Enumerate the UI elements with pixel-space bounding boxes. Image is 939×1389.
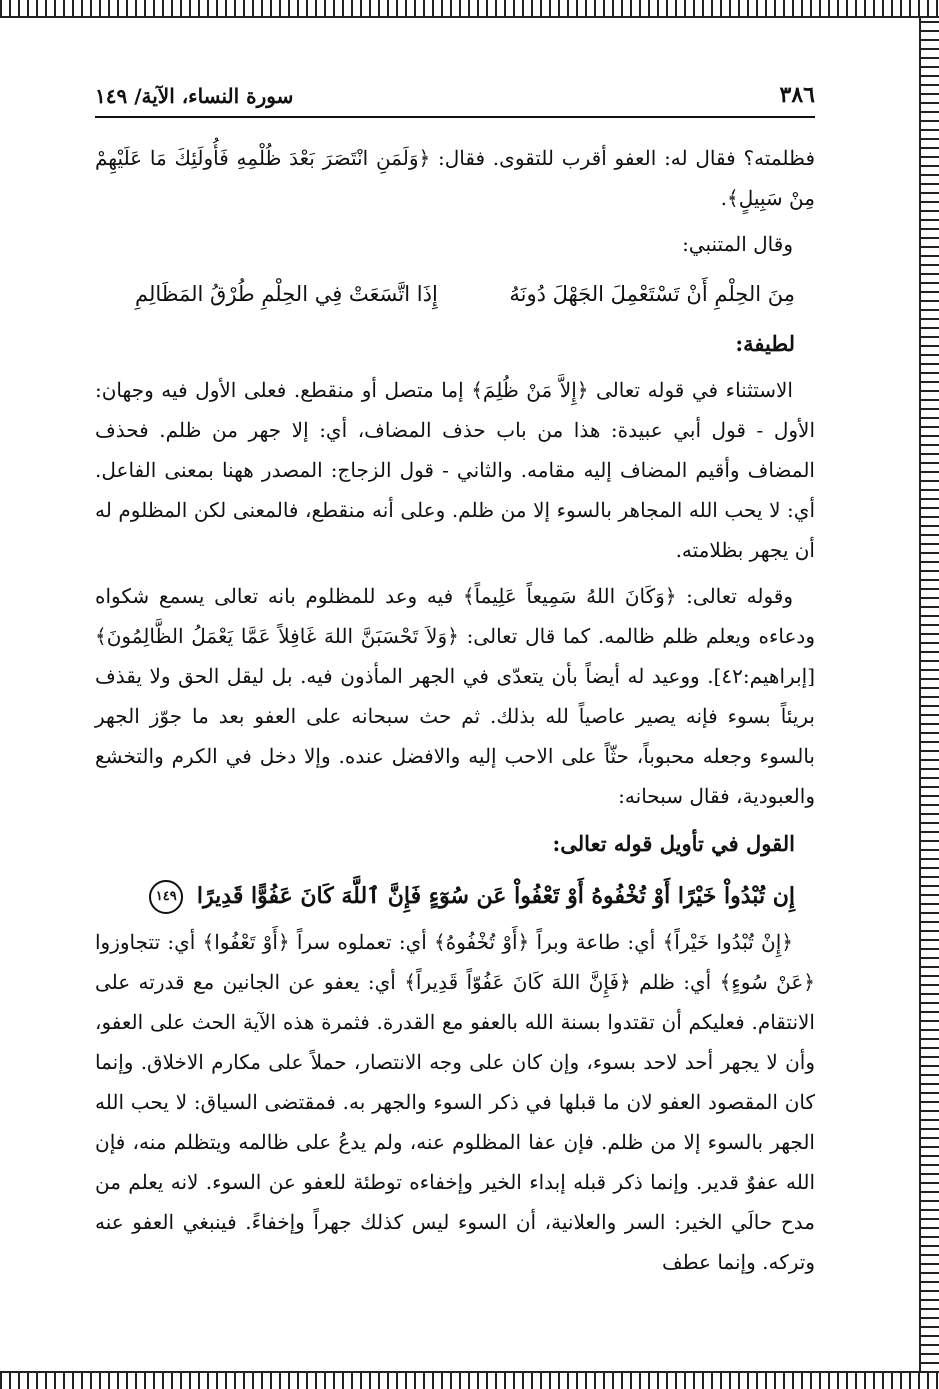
book-page <box>95 70 815 1320</box>
paragraph: ﴿إِنْ تُبْدُوا خَيْراً﴾ أي: طاعة وبراً ﴿أَوْ تُخْفُوهُ﴾ أي: تعملوه سراً ﴿أَوْ تَعْفُوا﴾ أي: تتجاوزوا ﴿عَنْ سُوءٍ﴾ أي: ظلم ﴿فَإِنَّ اللهَ كَانَ عَفُوّاً قَدِيراً﴾ أي: يعفو عن الجانين مع قدرته على الانتقام. فعليكم أن تقتدوا بسنة الله بالعفو مع القدرة. فثمرة هذه الآية الحث على العفو، وأن لا يجهر أحد لاحد بسوء، وإن كان على وجه الانتصار، حملاً على مكارم الاخلاق. وإنما كان المقصود العفو لان ما قبلها في ذكر السوء والجهر به. فمقتضى السياق: لا يحب الله الجهر بالسوء إلا من ظلم. فإن عفا المظلوم عنه، ولم يدعُ على ظالمه ويتظلم منه، فإن الله عفوٌ قدير. وإنما ذكر قبله إبداء الخير وإخفاءه توطئة للعفو عن السوء. لانه يعلم من مدح حالَي الخير: السر والعلانية، أن السوء ليس كذلك جهراً وإخفاءً. فينبغي العفو عنه وتركه. وإنما عطف <box>95 930 815 1274</box>
paragraph: فظلمته؟ فقال له: العفو أقرب للتقوى. فقال: ﴿وَلَمَنِ انْتَصَرَ بَعْدَ ظُلْمِهِ فَأُولَئِكَ مَا عَلَيْهِمْ مِنْ سَبِيلٍ﴾. <box>95 146 816 210</box>
paragraph: وقال المتنبي: <box>682 232 793 256</box>
page-body <box>95 138 815 1282</box>
section-heading: لطيفة: <box>735 331 795 356</box>
poem-hemistich-first: مِنَ الحِلْمِ أَنْ تَسْتَعْمِلَ الجَهْلَ دُونَهُ <box>509 282 795 306</box>
verse-text: إِن تُبْدُواْ خَيْرًا أَوْ تُخْفُوهُ أَوْ تَعْفُواْ عَن سُوٓءٍ فَإِنَّ ٱللَّهَ كَانَ عَفُوًّا قَدِيرًا <box>196 883 795 909</box>
section-heading: القول في تأويل قوله تعالى: <box>552 831 795 856</box>
decorative-border-top <box>0 0 939 18</box>
paragraph: الاستثناء في قوله تعالى ﴿إِلاَّ مَنْ ظُلِمَ﴾ إما متصل أو منقطع. فعلى الأول فيه وجهان: الأول - قول أبي عبيدة: هذا من باب حذف المضاف، أي: إلا جهر من ظلم. فحذف المضاف وأقيم المضاف إليه مقامه. والثاني - قول الزجاج: المصدر ههنا بمعنى الفاعل. أي: لا يحب الله المجاهر بالسوء إلا من ظلم. وعلى أنه منقطع، فالمعنى لكن المظلوم له أن يجهر بظلامته. <box>95 378 815 562</box>
verse-number-marker: ١٤٩ <box>149 880 183 914</box>
poem-hemistich-second: إِذَا اتَّسَعَتْ فِي الحِلْمِ طُرْقُ المَظَالِمِ <box>135 282 438 306</box>
poem-verse <box>95 270 815 318</box>
page-number: ٣٨٦ <box>779 82 815 108</box>
surah-title: سورة النساء، الآية/ ١٤٩ <box>95 84 294 108</box>
quran-verse <box>95 870 815 922</box>
page-header <box>95 70 815 118</box>
paragraph: وقوله تعالى: ﴿وَكَانَ اللهُ سَمِيعاً عَلِيماً﴾ فيه وعد للمظلوم بانه تعالى يسمع شكواه ودعاءه ويعلم ظلم ظالمه. كما قال تعالى: ﴿وَلاَ تَحْسَبَنَّ اللهَ غَافِلاً عَمَّا يَعْمَلُ الظَّالِمُونَ﴾ [إبراهيم:٤٢]. ووعيد له أيضاً بأن يتعدّى في الجهر المأذون فيه. بل ليقل الحق ولا يقذف بريئاً بسوء فإنه يصير عاصياً لله بذلك. ثم حث سبحانه على العفو بعد ما جوّز الجهر بالسوء وجعله محبوباً، حثّاً على الاحب إليه والافضل عنده. وإلا دخل في الكرم والتخشع والعبودية، فقال سبحانه: <box>95 584 815 808</box>
decorative-border-right <box>919 16 939 1373</box>
decorative-border-bottom <box>0 1371 939 1389</box>
